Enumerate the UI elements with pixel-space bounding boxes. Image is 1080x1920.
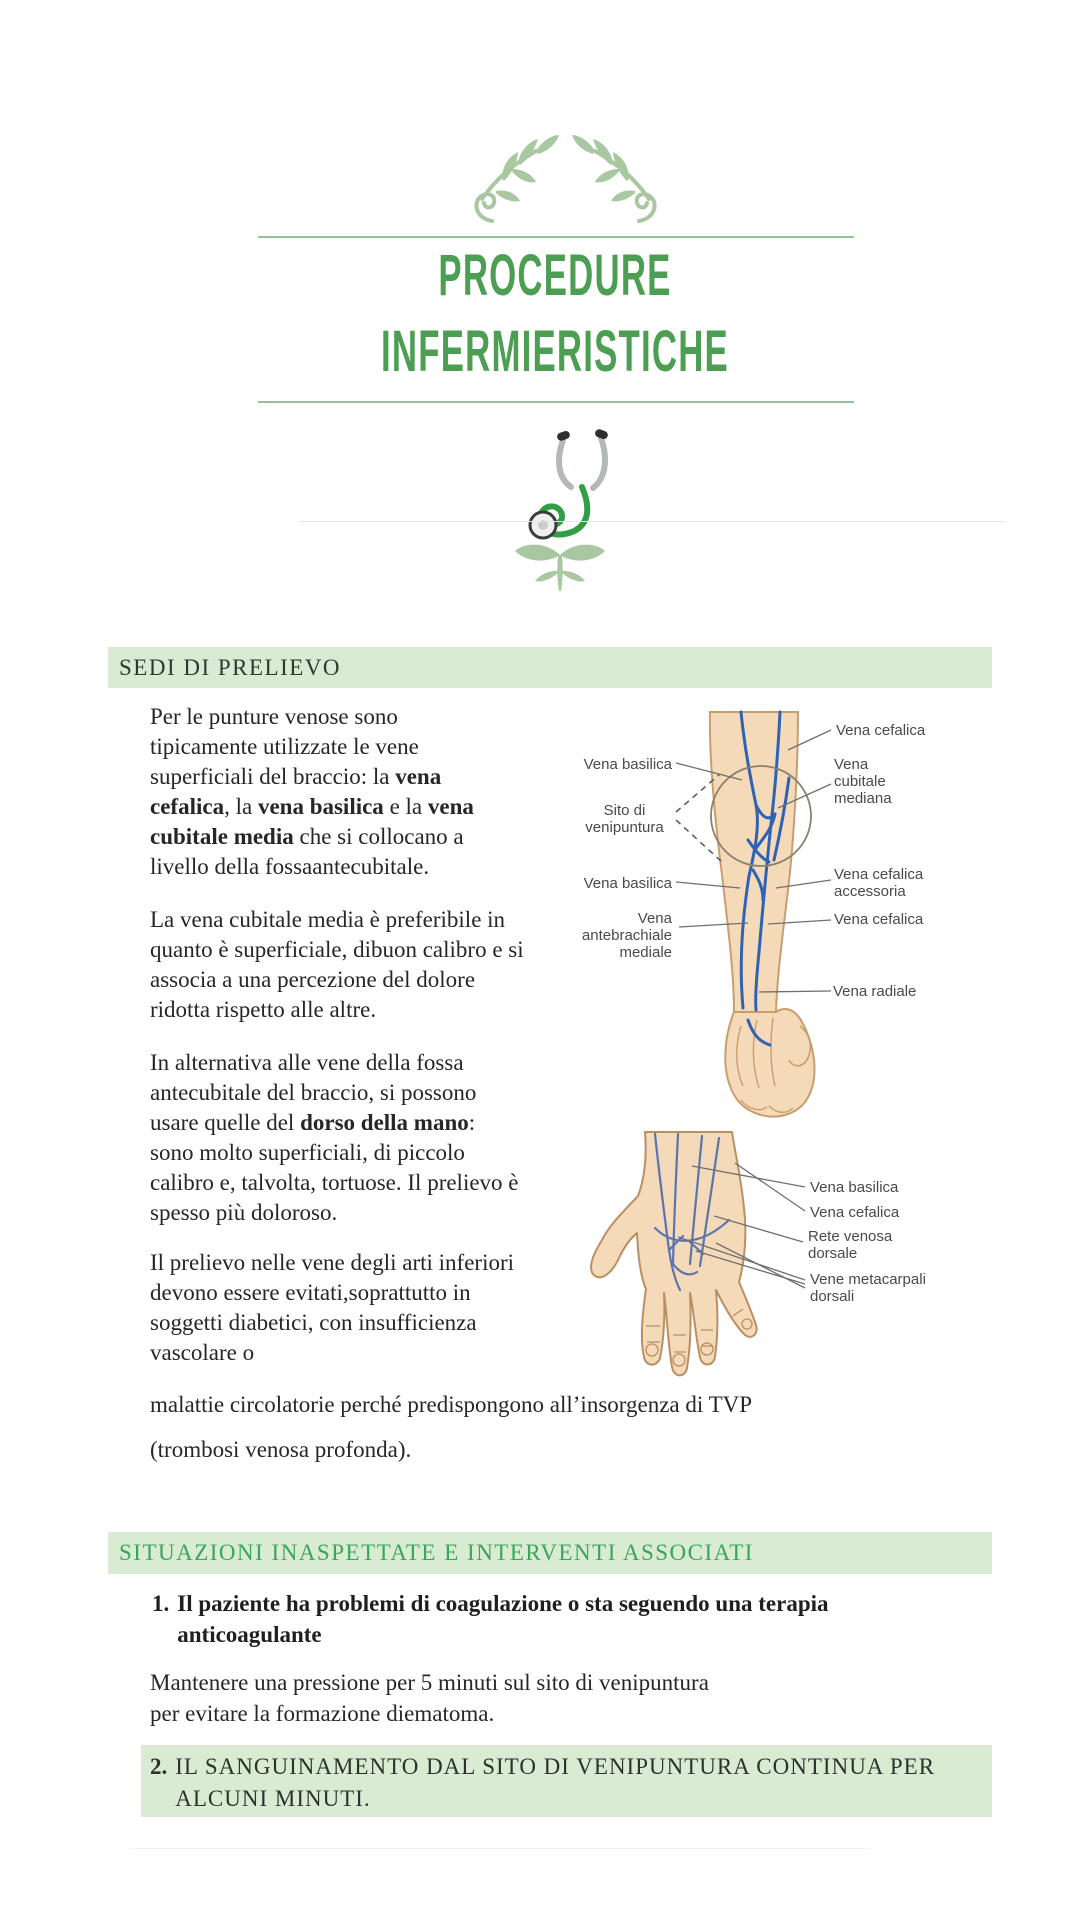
section-heading-situazioni: SITUAZIONI INASPETTATE E INTERVENTI ASSOCIATI — [119, 1540, 754, 1565]
item-1-note: Mantenere una pressione per 5 minuti sul sito di venipuntura per evitare la formazione diematoma. — [150, 1670, 709, 1726]
stethoscope-icon — [503, 424, 621, 546]
hand-veins-figure — [505, 1130, 995, 1390]
hand-veins-artwork — [505, 1130, 995, 1390]
floral-flourish-icon — [468, 133, 663, 228]
leaf-sprout-icon — [512, 541, 608, 593]
arm-label-sito-di-venipuntura: Sito di venipuntura — [585, 802, 664, 836]
hand-label-rete-venosa-dorsale: Rete venosa dorsale — [808, 1228, 893, 1262]
list-item-2-number: 2. — [150, 1754, 168, 1779]
arm-label-vena-cefalica-top: Vena cefalica — [836, 722, 926, 739]
list-item-2-band — [141, 1745, 992, 1817]
arm-label-vena-radiale: Vena radiale — [833, 983, 917, 1000]
section-heading-sedi: SEDI DI PRELIEVO — [119, 655, 342, 680]
body-paragraph-2: La vena cubitale media è preferibile in quanto è superficiale, dibuon calibro e si associa a una percezione del dolore ridotta rispetto alle altre. — [150, 907, 524, 1022]
hand-label-vena-basilica: Vena basilica — [810, 1179, 899, 1196]
list-item-2-text: IL SANGUINAMENTO DAL SITO DI VENIPUNTURA CONTINUA PER ALCUNI MINUTI. — [175, 1754, 936, 1811]
list-item-2 — [141, 1745, 992, 1815]
divider-line-bottom — [258, 401, 854, 403]
hand-label-vena-cefalica: Vena cefalica — [810, 1204, 900, 1221]
arm-label-vena-basilica-lower: Vena basilica — [583, 875, 672, 892]
arm-label-vena-antebrachiale-mediale: Vena antebrachiale mediale — [581, 910, 672, 961]
body-paragraph-6: (trombosi venosa profonda). — [150, 1437, 412, 1462]
body-paragraph-1: Per le punture venose sono tipicamente utilizzate le vene superficiali del braccio: la vena cefalica, la vena basilica e la vena cubitale media che si collocano a livello della fossaantecubitale. — [150, 704, 474, 879]
body-paragraph-5: malattie circolatorie perché predispongono all’insorgenza di TVP — [150, 1392, 753, 1417]
list-item-1-number: 1. — [152, 1591, 170, 1616]
title-line1: PROCEDURE — [438, 243, 672, 308]
arm-label-vena-basilica-top: Vena basilica — [583, 756, 672, 773]
arm-label-vena-cubitale-mediana: Vena cubitale mediana — [834, 756, 892, 807]
scan-artifact-line — [300, 521, 1005, 522]
scan-artifact-line-bottom — [130, 1848, 870, 1849]
body-paragraph-3: In alternativa alle vene della fossa antecubitale del braccio, si possono usare quelle del dorso della mano: sono molto superficiali, di piccolo calibro e, talvolta, tortuose. Il prelievo è spesso più doloroso. — [150, 1050, 519, 1225]
section-band-sedi — [108, 647, 992, 688]
list-item-1-text: Il paziente ha problemi di coagulazione o sta seguendo una terapia anticoagulante — [177, 1591, 829, 1647]
body-paragraph-4: Il prelievo nelle vene degli arti inferiori devono essere evitati,soprattutto in soggetti diabetici, con insufficienza vascolare o — [150, 1250, 515, 1365]
section-band-situazioni — [108, 1532, 992, 1574]
list-item-1 — [152, 1588, 829, 1650]
hand-label-vene-metacarpali-dorsali: Vene metacarpali dorsali — [810, 1271, 926, 1305]
arm-label-vena-cefalica-lower: Vena cefalica — [834, 911, 924, 928]
arm-veins-figure — [505, 690, 995, 1130]
document-title — [345, 238, 765, 390]
arm-label-vena-cefalica-accessoria: Vena cefalica accessoria — [834, 866, 924, 900]
title-line2: INFERMIERISTICHE — [381, 319, 729, 384]
